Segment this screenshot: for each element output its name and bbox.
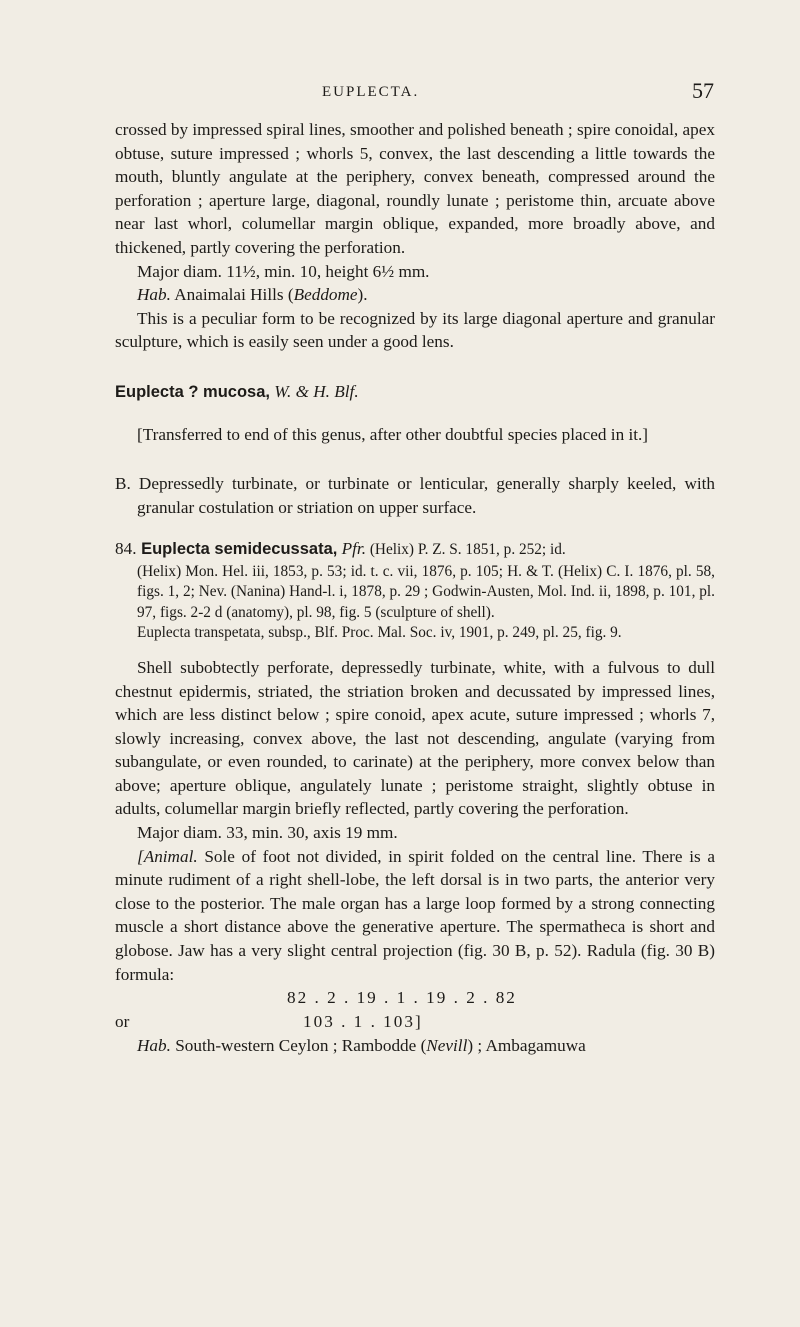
- species-number: 84.: [115, 539, 137, 559]
- species-name: Euplecta ? mucosa,: [115, 382, 270, 401]
- spacer: [115, 354, 715, 380]
- habitat-text: Anaimalai Hills (: [170, 285, 294, 305]
- formula-line-2: 103 . 1 . 103]: [303, 1012, 423, 1032]
- page-header: [0, 78, 800, 108]
- animal-text: Sole of foot not divided, in spirit folded on the central line. There is a minute rudiment of a right shell-lobe, the left dorsal is in two parts, the anterior very close to the posterior. The male organ has a large loop formed by a strong connecting muscle a short distance above the generative aperture. The spermatheca is short and globose. Jaw has a very slight central projection (fig. 30 B, p. 52). Radula (fig. 30 B) formula:: [115, 846, 715, 984]
- running-head: EUPLECTA.: [322, 84, 420, 100]
- section-b-description: [115, 472, 715, 519]
- animal-description: [115, 845, 715, 987]
- synonymy-list: (Helix) Mon. Hel. iii, 1853, p. 53; id. t. c. vii, 1876, p. 105; H. & T. (Helix) C. I. 1876, pl. 58, figs. 1, 2; Nev. (Nanina) Hand-l. i, 1878, p. 29 ; Godwin-Austen, Mol. Ind. ii, 1898, p. 101, pl. 97, figs. 2-2 d (anatomy), pl. 98, fig. 5 (sculpture of shell).: [137, 562, 715, 621]
- habitat-collector: Nevill: [426, 1036, 468, 1056]
- synonymy-first-line: (Helix) P. Z. S. 1851, p. 252; id.: [366, 541, 566, 559]
- section-label: B.: [115, 474, 131, 494]
- page-number: 57: [692, 78, 714, 103]
- shell-description: Shell subobtectly perforate, depressedly turbinate, white, with a fulvous to dull chestnut epidermis, striated, the striation broken and decussated by impressed lines, which are less distinct below ; spire conoid, apex acute, suture impressed ; whorls 7, slowly increasing, convex above, the last not descending, angulate (varying from subangulate, or even rounded, to carinate) at the periphery, more convex below than above; aperture oblique, angulately lunate ; peristome straight, slightly obtuse in adults, columellar margin briefly reflected, partly covering the perforation.: [115, 657, 715, 819]
- species-heading-semidecussata: [115, 537, 715, 562]
- habitat-close: ) ; Ambagamuwa: [467, 1036, 586, 1056]
- species-name: Euplecta semidecussata,: [136, 540, 338, 559]
- formula-line-1: 82 . 2 . 19 . 1 . 19 . 2 . 82: [287, 988, 517, 1008]
- radula-formula: [115, 986, 715, 1034]
- species-heading-mucosa: [115, 380, 715, 405]
- habitat-text: South-western Ceylon ; Rambodde (: [170, 1036, 427, 1056]
- habitat-label: Hab.: [137, 285, 171, 305]
- spacer: [115, 519, 715, 537]
- species-author: Pfr.: [337, 539, 366, 559]
- remarks-paragraph: This is a peculiar form to be recognized by its large diagonal aperture and granular sculpture, which is easily seen under a good lens.: [115, 308, 715, 352]
- habitat-collector: Beddome: [293, 285, 358, 305]
- habitat-line: [115, 283, 715, 307]
- spacer: [115, 405, 715, 423]
- synonymy-subspecies: Euplecta transpetata, subsp., Blf. Proc. Mal. Soc. iv, 1901, p. 249, pl. 25, fig. 9.: [137, 624, 622, 642]
- transferred-note: [Transferred to end of this genus, after other doubtful species placed in it.]: [137, 424, 649, 444]
- section-text: Depressedly turbinate, or turbinate or lenticular, generally sharply keeled, with granular costulation or striation on upper surface.: [130, 474, 715, 517]
- animal-label: [Animal.: [137, 846, 198, 866]
- spacer: [115, 446, 715, 472]
- habitat-line: [115, 1034, 715, 1058]
- species-author: W. & H. Blf.: [269, 381, 359, 401]
- dimensions-line: Major diam. 11½, min. 10, height 6½ mm.: [137, 261, 430, 281]
- habitat-label: Hab.: [137, 1036, 171, 1056]
- formula-or: or: [115, 1012, 130, 1032]
- habitat-close: ).: [357, 285, 368, 305]
- dimensions-line: Major diam. 33, min. 30, axis 19 mm.: [137, 823, 398, 843]
- spacer: [115, 644, 715, 656]
- page-body: [115, 118, 715, 1058]
- description-paragraph: crossed by impressed spiral lines, smoother and polished beneath ; spire conoidal, apex obtuse, suture impressed ; whorls 5, convex, the last descending a little towards the mouth, bluntly angulate at the periphery, convex beneath, compressed around the perforation ; aperture large, diagonal, roundly lunate ; peristome thin, arcuate above near last whorl, columellar margin oblique, expanded, more broadly above, and thickened, partly covering the perforation.: [115, 120, 715, 257]
